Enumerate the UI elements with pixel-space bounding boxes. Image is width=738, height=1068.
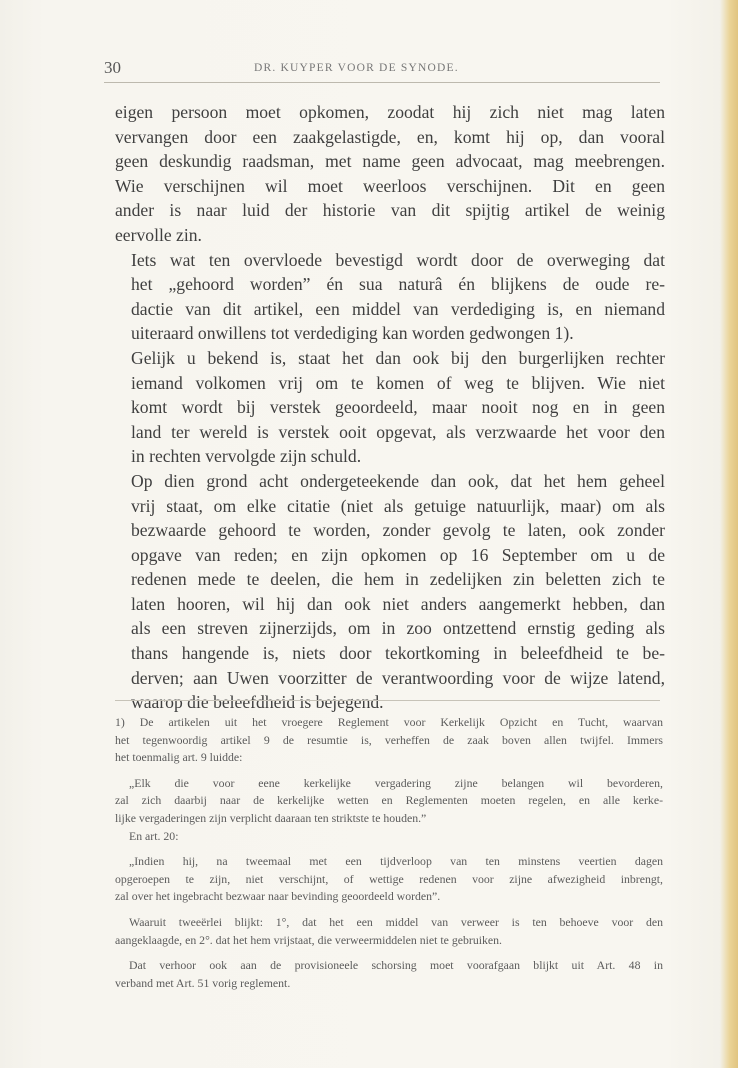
- page-header: [104, 58, 664, 84]
- text-line: derven; aan Uwen voorzitter de verantwoording voor de wijze latend,: [131, 667, 665, 688]
- text-line: vervangen door een zaakgelastigde, en, komt hij op, dan vooral: [115, 126, 665, 147]
- text-line: komt wordt bij verstek geoordeeld, maar nooit nog en in geen: [131, 397, 665, 418]
- footnote-line: het tegenwoordig artikel 9 de resumtie is, verheffen de zaak boven allen twijfel. Immers: [115, 732, 663, 747]
- footnote-line: „Indien hij, na tweemaal met een tijdverloop van ten minstens veertien dagen: [129, 854, 663, 869]
- footnote-line: 1) De artikelen uit het vroegere Reglement voor Kerkelijk Opzicht en Tucht, waarvan: [115, 715, 663, 729]
- footnote-1: [115, 714, 663, 767]
- text-line: Wie verschijnen wil moet weerloos verschijnen. Dit en geen: [115, 175, 665, 196]
- footnote-verhoor: [115, 957, 663, 992]
- text-line: land ter wereld is verstek ooit opgevat, als verzwaarde het voor den: [131, 421, 665, 442]
- paragraph-1: [115, 100, 665, 248]
- text-line: Op dien grond acht ondergeteekende dan ook, dat het hem geheel: [131, 470, 665, 491]
- text-line: iemand volkomen vrij om te komen of weg te blijven. Wie niet: [131, 372, 665, 393]
- footnotes: [115, 714, 663, 992]
- text-line: redenen mede te deelen, die hem in zedelijken zin beletten zich te: [131, 569, 665, 590]
- text-line: eigen persoon moet opkomen, zoodat hij zich niet mag laten: [115, 102, 665, 122]
- text-line: waarop die beleefdheid is bejegend.: [131, 692, 384, 713]
- text-line: dactie van dit artikel, een middel van verdediging is, en niemand: [131, 298, 665, 319]
- text-line: Iets wat ten overvloede bevestigd wordt door de overweging dat: [131, 249, 665, 270]
- text-line: eervolle zin.: [115, 224, 202, 245]
- text-line: vrij staat, om elke citatie (niet als getuige natuurlijk, maar) om als: [131, 495, 665, 516]
- paragraph-2: [115, 248, 665, 346]
- footnote-line: het toenmalig art. 9 luidde:: [115, 750, 243, 765]
- footnote-line: opgeroepen te zijn, niet verschijnt, of wettige redenen voor zijne afwezigheid inbrengt,: [115, 871, 663, 886]
- footnote-quote-art9: [115, 775, 663, 828]
- header-rule: [104, 82, 660, 83]
- text-line: geen deskundig raadsman, met name geen advocaat, mag meebrengen.: [115, 151, 665, 172]
- text-line: uiteraard onwillens tot verdediging kan worden gedwongen 1).: [131, 323, 574, 344]
- text-line: het „gehoord worden” én sua naturâ én blijkens de oude re-: [131, 274, 665, 295]
- footnote-quote-art20: [115, 853, 663, 906]
- page-edge-gilt: [720, 0, 738, 1068]
- footnote-art20-label: [115, 828, 663, 846]
- footnote-line: zal zich daarbij naar de kerkelijke wetten en Reglementen moeten regelen, en alle kerke-: [115, 793, 663, 808]
- paragraph-3: [115, 346, 665, 469]
- footnote-conclusion: [115, 914, 663, 949]
- footnote-line: aangeklaagde, en 2°. dat het hem vrijstaat, die verweermiddelen niet te gebruiken.: [115, 932, 502, 947]
- text-line: thans hangende is, niets door tekortkoming in beleefdheid te be-: [131, 643, 665, 664]
- text-line: in rechten vervolgde zijn schuld.: [131, 446, 362, 467]
- footnote-line: lijke vergaderingen zijn verplicht daaraan ten striktste te houden.”: [115, 810, 427, 825]
- running-head: DR. KUYPER VOOR DE SYNODE.: [254, 62, 459, 74]
- footnote-line: verband met Art. 51 vorig reglement.: [115, 975, 291, 990]
- text-line: ander is naar luid der historie van dit spijtig artikel de weinig: [115, 200, 665, 221]
- footnote-line: Dat verhoor ook aan de provisioneele schorsing moet voorafgaan blijkt uit Art. 48 in: [129, 958, 663, 973]
- footnote-line: „Elk die voor eene kerkelijke vergadering zijne belangen wil bevorderen,: [129, 775, 663, 790]
- text-line: bezwaarde gehoord te worden, zonder gevolg te laten, ook zonder: [131, 520, 665, 541]
- footnote-line: En art. 20:: [129, 828, 179, 843]
- page-number: 30: [104, 58, 121, 77]
- footnote-rule: [115, 700, 660, 701]
- body-text: [115, 100, 665, 715]
- footnote-line: Waaruit tweeërlei blijkt: 1°, dat het een middel van verweer is ten behoeve voor den: [129, 914, 663, 929]
- text-line: opgave van reden; en zijn opkomen op 16 September om u de: [131, 544, 665, 565]
- footnote-line: zal over het ingebracht bezwaar naar bevinding geoordeeld worden”.: [115, 889, 441, 904]
- text-line: Gelijk u bekend is, staat het dan ook bij den burgerlijken rechter: [131, 347, 665, 368]
- paragraph-4: [115, 469, 665, 715]
- text-line: als een streven zijnerzijds, om in zoo ontzettend ernstig geding als: [131, 618, 665, 639]
- text-line: laten hooren, wil hij dan ook niet anders aangemerkt hebben, dan: [131, 593, 665, 614]
